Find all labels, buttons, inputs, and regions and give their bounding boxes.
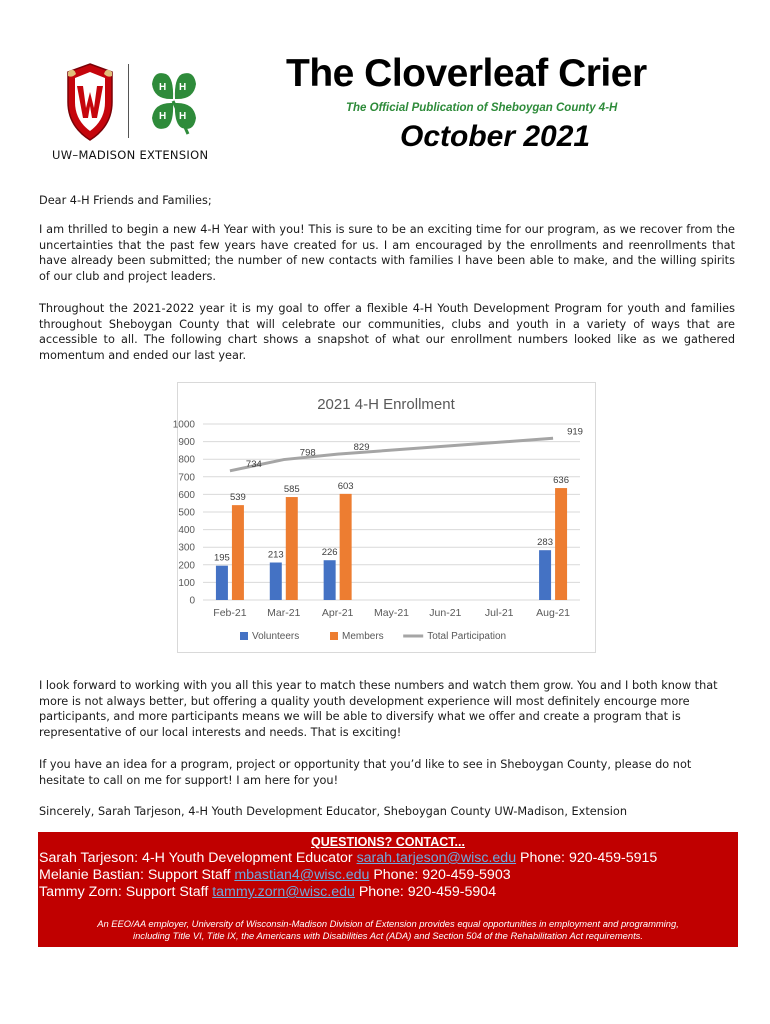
newsletter-subtitle: The Official Publication of Sheboygan County 4-H — [346, 102, 618, 114]
signoff: Sincerely, Sarah Tarjeson, 4-H Youth Development Educator, Sheboygan County UW-Madison, Extension — [39, 805, 627, 818]
bar-data-label: 585 — [283, 484, 300, 496]
y-tick-label: 0 — [189, 595, 195, 607]
contact-name-role: Melanie Bastian: Support Staff — [39, 867, 235, 883]
contact-phone: Phone: 920-459-5915 — [516, 850, 658, 866]
legend-label: Members — [342, 631, 384, 642]
contact-phone: Phone: 920-459-5903 — [369, 867, 511, 883]
line-data-label: 734 — [245, 458, 262, 470]
bar-data-label: 603 — [337, 480, 354, 492]
total-participation-line — [230, 438, 553, 471]
enrollment-chart — [172, 382, 596, 653]
y-tick-label: 300 — [178, 542, 195, 554]
email-link-tammy[interactable]: tammy.zorn@wisc.edu — [212, 884, 355, 900]
y-tick-label: 400 — [178, 525, 195, 537]
greeting: Dear 4-H Friends and Families; — [39, 194, 212, 207]
y-tick-label: 500 — [178, 507, 195, 519]
paragraph-ideas: If you have an idea for a program, project or opportunity that you’d like to see in Sheboygan County, please do not hesitate to call on me for support! I am here for you! — [39, 758, 692, 787]
bar-members — [232, 505, 244, 600]
y-tick-label: 700 — [178, 472, 195, 484]
svg-text:H: H — [179, 82, 187, 93]
bar-data-label: 283 — [537, 537, 554, 549]
svg-text:H: H — [159, 111, 167, 122]
contact-row — [39, 884, 496, 900]
bar-members — [286, 497, 298, 600]
chart-title: 2021 4-H Enrollment — [317, 396, 455, 413]
enrollment-chart-svg — [172, 383, 595, 652]
y-tick-label: 900 — [178, 437, 195, 449]
bar-volunteers — [270, 563, 282, 600]
contact-name-role: Sarah Tarjeson: 4-H Youth Development Educator — [39, 850, 357, 866]
paragraph-intro: I am thrilled to begin a new 4-H Year with you! This is sure to be an exciting time for our program, as we recover from the uncertainties that the past few years have created for us. I am encouraged by the enrollments and reenrollments that have already been submitted; the number of new contacts with families I have been able to make, and the willing spirits of our club and project leaders. — [39, 223, 735, 283]
x-tick-label: Jul-21 — [484, 607, 514, 619]
y-tick-label: 200 — [178, 560, 195, 572]
disclaimer-line: including Title VI, Title IX, the Americans with Disabilities Act (ADA) and Section 504 of the Rehabilitation Act requirements. — [133, 930, 643, 941]
org-label: UW–MADISON EXTENSION — [52, 148, 209, 162]
bar-members — [555, 488, 567, 600]
logo-divider — [128, 64, 129, 138]
x-tick-label: Jun-21 — [429, 607, 462, 619]
issue-month: October 2021 — [400, 120, 591, 153]
contact-row — [39, 867, 511, 883]
x-tick-label: Feb-21 — [213, 607, 247, 619]
contact-name-role: Tammy Zorn: Support Staff — [39, 884, 213, 900]
bar-volunteers — [324, 560, 336, 600]
bar-volunteers — [539, 550, 551, 600]
bar-data-label: 539 — [229, 492, 246, 504]
x-tick-label: Aug-21 — [536, 607, 571, 619]
four-h-clover-logo — [136, 64, 210, 138]
line-data-label: 919 — [567, 426, 583, 438]
y-tick-label: 800 — [178, 454, 195, 466]
svg-text:H: H — [159, 82, 167, 93]
newsletter-title: The Cloverleaf Crier — [286, 52, 647, 95]
y-tick-label: 600 — [178, 489, 195, 501]
contact-heading: QUESTIONS? CONTACT... — [311, 835, 465, 849]
bar-data-label: 226 — [321, 547, 338, 559]
contact-row — [39, 850, 657, 866]
line-data-label: 829 — [353, 442, 370, 454]
legend-swatch — [240, 632, 248, 640]
email-link-sarah[interactable]: sarah.tarjeson@wisc.edu — [356, 850, 517, 866]
paragraph-outlook: I look forward to working with you all this year to match these numbers and watch them grow. You and I both know that more is not always better, but offering a quality youth development experience will most definitely encourge more participants, and more participants means we will be able to diversify what we offer and create a program that is representative of our local interests and needs. That is exciting! — [39, 679, 718, 739]
svg-text:H: H — [179, 111, 187, 122]
y-tick-label: 100 — [178, 577, 195, 589]
email-link-melanie[interactable]: mbastian4@wisc.edu — [234, 867, 370, 883]
legend-label: Total Participation — [427, 631, 507, 642]
paragraph-goal: Throughout the 2021-2022 year it is my goal to offer a flexible 4-H Youth Development Program for youth and families throughout Sheboygan County that will celebrate our communities, clubs and youth in a variety of ways that are accessible to all. The following chart shows a snapshot of what our enrollment numbers looked like as we gathered momentum and ended our last year. — [39, 302, 735, 362]
x-tick-label: May-21 — [373, 607, 410, 619]
x-tick-label: Mar-21 — [267, 607, 301, 619]
legend-label: Volunteers — [252, 631, 300, 642]
contact-phone: Phone: 920-459-5904 — [354, 884, 497, 900]
bar-data-label: 213 — [267, 549, 284, 561]
x-tick-label: Apr-21 — [321, 607, 354, 619]
legend-swatch — [330, 632, 338, 640]
bar-data-label: 195 — [213, 552, 230, 564]
uw-crest-logo — [64, 62, 116, 142]
disclaimer-line: An EEO/AA employer, University of Wisconsin-Madison Division of Extension provides equal opportunities in employment and programming, — [97, 918, 679, 929]
bar-members — [340, 494, 352, 600]
line-data-label: 798 — [299, 447, 316, 459]
header-logos — [52, 58, 232, 168]
contact-box — [38, 832, 738, 947]
bar-data-label: 636 — [553, 475, 570, 487]
y-tick-label: 1000 — [172, 419, 195, 431]
bar-volunteers — [216, 566, 228, 600]
eeo-disclaimer — [38, 918, 738, 942]
